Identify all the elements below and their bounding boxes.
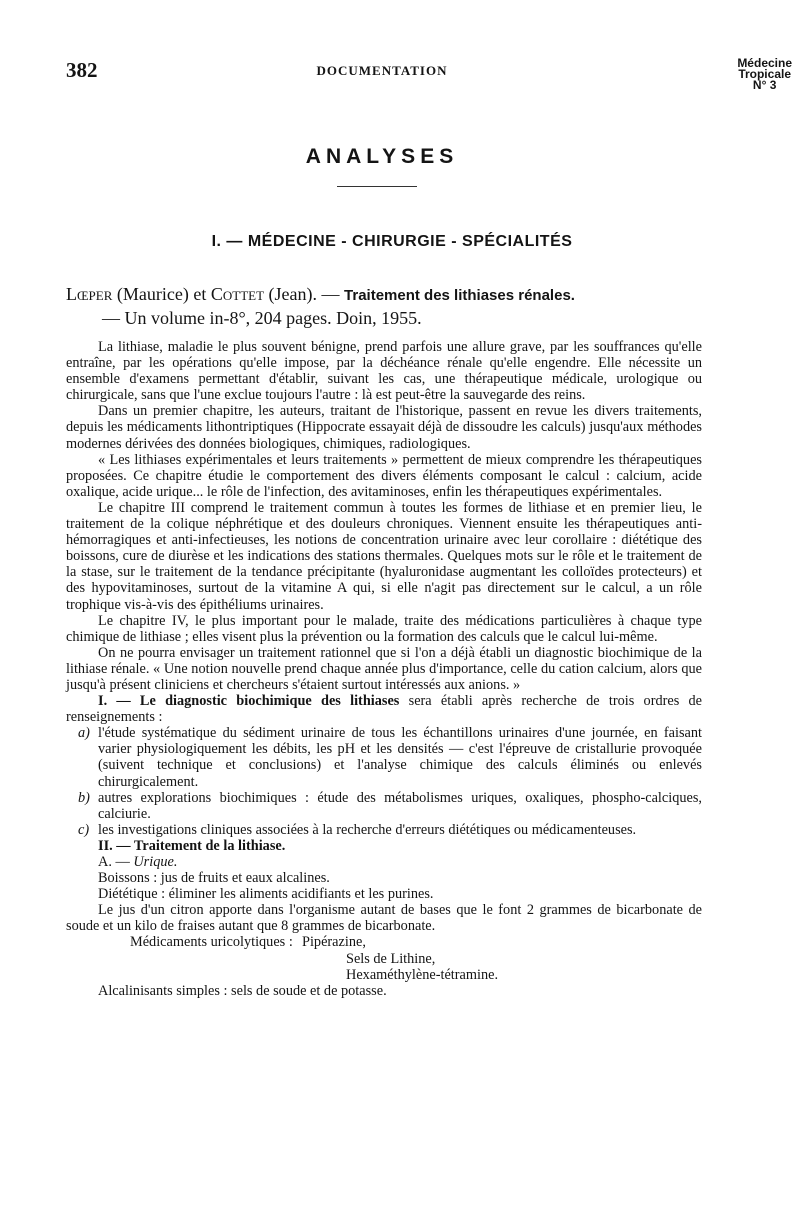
journal-reference [737, 58, 792, 91]
diagnostic-intro [66, 693, 702, 725]
dietetique-line: Diététique : éliminer les aliments acidifiants et les purines. [98, 886, 434, 903]
journal-line: Tropicale [738, 67, 791, 81]
sub-label: A. — [98, 854, 130, 870]
book-reference [66, 283, 732, 329]
treatment-subheading [66, 854, 702, 870]
item-label: a) [78, 725, 90, 742]
sub-title: Urique. [133, 854, 178, 870]
author-2-name: Cottet [210, 284, 265, 304]
paragraph: « Les lithiases expérimentales et leurs traitements » permettent de mieux comprendre les thérapeutiques proposées. Ce chapitre étudie le comportement des divers éléments composant le calcul : calcium, acide oxalique, acide urique... le rôle de l'infection, des avitaminoses, enfin les thérapeutiques expérimentales. [66, 451, 702, 500]
title-divider [337, 186, 417, 187]
item-text: autres explorations biochimiques : étude des métabolismes uriques, oxaliques, phospho-calciques, calciurie. [98, 789, 702, 822]
medicaments-line [66, 934, 702, 950]
book-details: — Un volume in-8°, 204 pages. Doin, 1955. [102, 308, 422, 328]
author-1-name: Lœper [66, 284, 113, 304]
section-heading: I. — MÉDECINE - CHIRURGIE - SPÉCIALITÉS [211, 233, 573, 250]
review-body [66, 339, 702, 999]
medicament-item: Sels de Lithine, [346, 950, 436, 967]
page-number: 382 [66, 58, 98, 82]
item-label: c) [78, 821, 90, 838]
paragraph: Dans un premier chapitre, les auteurs, traitant de l'historique, passent en revue les divers traitements, depuis les médicaments lithontriptiques (Hippocrate essayait déjà de dissoudre les calculs) jusqu'aux méthodes modernes dérivées des données biologiques, chimiques, radiologiques. [66, 403, 702, 452]
diagnostic-list [66, 725, 702, 838]
author-1-first: (Maurice) et [116, 284, 207, 304]
medicaments-lead: Médicaments uricolytiques : [130, 934, 293, 951]
list-item [66, 725, 702, 789]
medicament-item: Pipérazine, [302, 934, 366, 951]
paragraph: Le chapitre IV, le plus important pour le malade, traite des médications particulières à chaque type chimique de lithiase ; elles visent plus la prévention ou la formation des calculs que le calcul lui-même. [66, 612, 702, 645]
paragraph: La lithiase, maladie le plus souvent bénigne, prend parfois une allure grave, par les souffrances qu'elle entraîne, par les opérations qu'elle impose, par la déchéance rénale qu'elle engendre. Elle nécessite un ensemble d'examens permettant d'établir, suivant les cas, une thérapeutique médicale, urologique ou chirurgicale, sans que l'une exclue toujours l'autre : là est peut-être la sauvegarde des reins. [66, 339, 702, 404]
item-text: l'étude systématique du sédiment urinaire de tous les échantillons urinaires d'une journée, en faisant varier physiologiquement les débits, les pH et les densités — c'est l'épreuve de cristallurie provoquée (suivent technique et conclusions) et l'analyse chimique des calculs éliminés ou enlevés chirurgicalement. [98, 725, 702, 790]
alcalinisants-line: Alcalinisants simples : sels de soude et de potasse. [98, 982, 387, 999]
treatment-heading [66, 838, 702, 854]
running-head: DOCUMENTATION [316, 63, 448, 78]
item-text: les investigations cliniques associées à la recherche d'erreurs diététiques ou médicamenteuses. [98, 821, 637, 838]
citron-paragraph: Le jus d'un citron apporte dans l'organisme autant de bases que le font 2 grammes de bicarbonate de soude et un kilo de fraises autant que 8 grammes de bicarbonate. [66, 902, 702, 935]
author-2-first: (Jean). — [268, 284, 340, 304]
list-item [66, 790, 702, 822]
boissons-line: Boissons : jus de fruits et eaux alcalines. [98, 870, 330, 887]
page-title: ANALYSES [305, 145, 459, 168]
medicament-item: Hexaméthylène-tétramine. [346, 966, 499, 983]
paragraph: On ne pourra envisager un traitement rationnel que si l'on a déjà établi un diagnostic biochimique de la lithiase rénale. « Une notion nouvelle prend chaque année plus d'importance, celle du cation calcium, alors que jusqu'à présent cliniciens et chercheurs s'étaient surtout intéressés aux anions. » [66, 644, 702, 693]
list-item [66, 822, 702, 838]
journal-line: Médecine [737, 56, 792, 70]
diagnostic-heading: I. — Le diagnostic biochimique des lithiases [98, 693, 400, 710]
diagnostic-rest: sera établi après recherche de trois ordres de renseignements : [66, 693, 703, 726]
journal-line: N° 3 [752, 78, 777, 92]
book-title: Traitement des lithiases rénales. [344, 287, 575, 304]
paragraph: Le chapitre III comprend le traitement commun à toutes les formes de lithiase et en premier lieu, le traitement de la colique néphrétique et des douleurs chroniques. Viennent ensuite les thérapeutiques anti-hémorragiques et anti-infectieuses, les notions de concentration urinaire avec leur corollaire : diététique des boissons, cure de diurèse et les indications des stations thermales. Quelques mots sur le rôle et le traitement de la stase, sur le traitement de la tendance précipitante (hyaluronidase augmentant les colloïdes protecteurs) et des hypovitaminoses, surtout de la vitamine A qui, si elle n'agit pas directement sur le calcul, a un rôle trophique vis-à-vis des épithéliums urinaires. [66, 499, 702, 613]
treatment-heading-text: II. — Traitement de la lithiase. [98, 837, 286, 854]
item-label: b) [78, 789, 90, 806]
